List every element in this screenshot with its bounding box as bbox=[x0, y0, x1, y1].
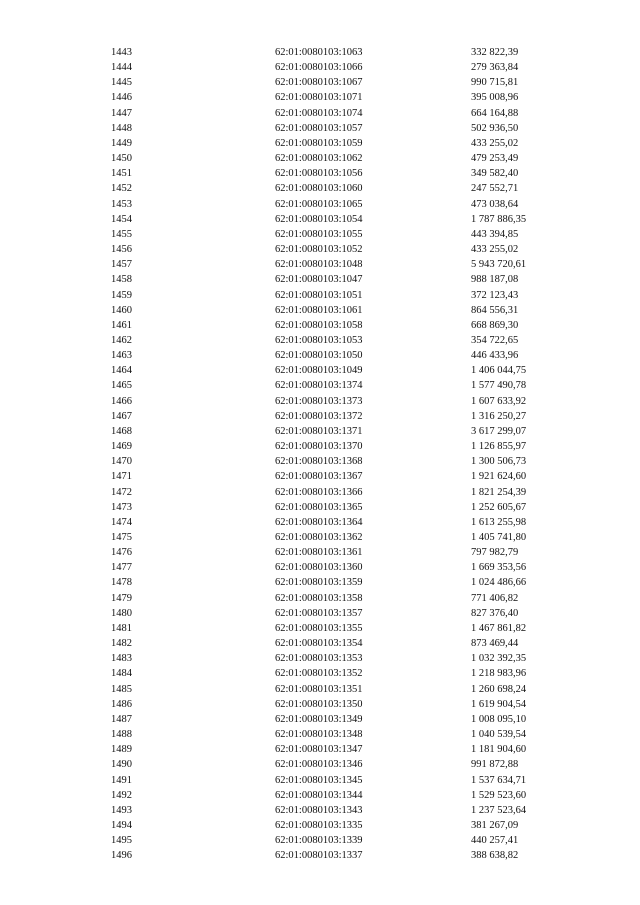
table-row bbox=[111, 697, 591, 712]
table-row bbox=[111, 106, 591, 121]
table-row bbox=[111, 288, 591, 303]
row-number: 1455 bbox=[111, 228, 132, 240]
row-number: 1453 bbox=[111, 198, 132, 210]
cadastral-number: 62:01:0080103:1370 bbox=[275, 441, 363, 453]
row-number: 1473 bbox=[111, 501, 132, 513]
cadastral-number: 62:01:0080103:1057 bbox=[275, 122, 363, 134]
cadastral-value: 349 582,40 bbox=[471, 168, 519, 180]
cadastral-value: 1 577 490,78 bbox=[471, 380, 527, 392]
row-number: 1488 bbox=[111, 729, 132, 741]
cadastral-value: 1 613 255,98 bbox=[471, 516, 527, 528]
cadastral-value: 1 218 983,96 bbox=[471, 668, 527, 680]
row-number: 1452 bbox=[111, 183, 132, 195]
cadastral-value: 433 255,02 bbox=[471, 244, 519, 256]
row-number: 1487 bbox=[111, 713, 132, 725]
table-row bbox=[111, 454, 591, 469]
cadastral-number: 62:01:0080103:1054 bbox=[275, 213, 363, 225]
row-number: 1456 bbox=[111, 244, 132, 256]
table-row bbox=[111, 318, 591, 333]
cadastral-value: 990 715,81 bbox=[471, 77, 519, 89]
table-row bbox=[111, 424, 591, 439]
cadastral-number: 62:01:0080103:1049 bbox=[275, 365, 363, 377]
cadastral-value: 1 032 392,35 bbox=[471, 653, 527, 665]
cadastral-number: 62:01:0080103:1361 bbox=[275, 547, 363, 559]
cadastral-number: 62:01:0080103:1071 bbox=[275, 92, 363, 104]
cadastral-number: 62:01:0080103:1355 bbox=[275, 622, 363, 634]
cadastral-number: 62:01:0080103:1351 bbox=[275, 683, 363, 695]
cadastral-value: 1 260 698,24 bbox=[471, 683, 527, 695]
cadastral-number: 62:01:0080103:1358 bbox=[275, 592, 363, 604]
table-row bbox=[111, 394, 591, 409]
cadastral-number: 62:01:0080103:1372 bbox=[275, 410, 363, 422]
cadastral-value: 279 363,84 bbox=[471, 62, 519, 74]
row-number: 1479 bbox=[111, 592, 132, 604]
cadastral-number: 62:01:0080103:1360 bbox=[275, 562, 363, 574]
cadastral-value: 1 316 250,27 bbox=[471, 410, 527, 422]
row-number: 1459 bbox=[111, 289, 132, 301]
cadastral-value: 440 257,41 bbox=[471, 835, 519, 847]
cadastral-value: 473 038,64 bbox=[471, 198, 519, 210]
cadastral-number: 62:01:0080103:1352 bbox=[275, 668, 363, 680]
row-number: 1462 bbox=[111, 334, 132, 346]
table-row bbox=[111, 727, 591, 742]
table-row bbox=[111, 151, 591, 166]
cadastral-value: 1 467 861,82 bbox=[471, 622, 527, 634]
cadastral-number: 62:01:0080103:1348 bbox=[275, 729, 363, 741]
row-number: 1460 bbox=[111, 304, 132, 316]
cadastral-value: 388 638,82 bbox=[471, 850, 519, 862]
row-number: 1484 bbox=[111, 668, 132, 680]
cadastral-number: 62:01:0080103:1047 bbox=[275, 274, 363, 286]
table-row bbox=[111, 181, 591, 196]
table-row bbox=[111, 757, 591, 772]
table-row bbox=[111, 212, 591, 227]
cadastral-number: 62:01:0080103:1371 bbox=[275, 425, 363, 437]
row-number: 1476 bbox=[111, 547, 132, 559]
table-row bbox=[111, 788, 591, 803]
cadastral-number: 62:01:0080103:1062 bbox=[275, 153, 363, 165]
cadastral-number: 62:01:0080103:1052 bbox=[275, 244, 363, 256]
cadastral-value: 873 469,44 bbox=[471, 638, 519, 650]
cadastral-value: 1 252 605,67 bbox=[471, 501, 527, 513]
table-row bbox=[111, 242, 591, 257]
row-number: 1450 bbox=[111, 153, 132, 165]
row-number: 1481 bbox=[111, 622, 132, 634]
cadastral-number: 62:01:0080103:1050 bbox=[275, 350, 363, 362]
table-row bbox=[111, 803, 591, 818]
table-row bbox=[111, 515, 591, 530]
cadastral-number: 62:01:0080103:1373 bbox=[275, 395, 363, 407]
row-number: 1447 bbox=[111, 107, 132, 119]
table-row bbox=[111, 636, 591, 651]
cadastral-number: 62:01:0080103:1364 bbox=[275, 516, 363, 528]
cadastral-value: 3 617 299,07 bbox=[471, 425, 527, 437]
cadastral-value: 1 405 741,80 bbox=[471, 532, 527, 543]
row-number: 1489 bbox=[111, 744, 132, 756]
table-row bbox=[111, 60, 591, 75]
cadastral-value: 332 822,39 bbox=[471, 47, 519, 58]
cadastral-value: 864 556,31 bbox=[471, 304, 519, 316]
row-number: 1468 bbox=[111, 425, 132, 437]
row-number: 1496 bbox=[111, 850, 132, 862]
row-number: 1467 bbox=[111, 410, 132, 422]
cadastral-number: 62:01:0080103:1350 bbox=[275, 698, 363, 710]
cadastral-value: 827 376,40 bbox=[471, 607, 519, 619]
cadastral-number: 62:01:0080103:1065 bbox=[275, 198, 363, 210]
row-number: 1471 bbox=[111, 471, 132, 483]
table-row bbox=[111, 257, 591, 272]
cadastral-number: 62:01:0080103:1055 bbox=[275, 228, 363, 240]
row-number: 1449 bbox=[111, 137, 132, 149]
cadastral-value: 1 237 523,64 bbox=[471, 804, 527, 816]
cadastral-value: 354 722,65 bbox=[471, 334, 519, 346]
cadastral-number: 62:01:0080103:1053 bbox=[275, 334, 363, 346]
row-number: 1446 bbox=[111, 92, 132, 104]
table-row bbox=[111, 136, 591, 151]
row-number: 1493 bbox=[111, 804, 132, 816]
cadastral-number: 62:01:0080103:1343 bbox=[275, 804, 363, 816]
table-row bbox=[111, 682, 591, 697]
row-number: 1490 bbox=[111, 759, 132, 771]
cadastral-number: 62:01:0080103:1349 bbox=[275, 713, 363, 725]
cadastral-value: 381 267,09 bbox=[471, 819, 519, 831]
cadastral-number: 62:01:0080103:1339 bbox=[275, 835, 363, 847]
table-row bbox=[111, 848, 591, 863]
row-number: 1464 bbox=[111, 365, 132, 377]
table-row bbox=[111, 75, 591, 90]
row-number: 1458 bbox=[111, 274, 132, 286]
table-row bbox=[111, 742, 591, 757]
row-number: 1472 bbox=[111, 486, 132, 498]
cadastral-number: 62:01:0080103:1335 bbox=[275, 819, 363, 831]
cadastral-number: 62:01:0080103:1048 bbox=[275, 259, 363, 271]
table-row bbox=[111, 348, 591, 363]
table-row bbox=[111, 500, 591, 515]
cadastral-value: 1 406 044,75 bbox=[471, 365, 527, 377]
cadastral-value: 1 126 855,97 bbox=[471, 441, 527, 453]
cadastral-value: 1 821 254,39 bbox=[471, 486, 527, 498]
row-number: 1478 bbox=[111, 577, 132, 589]
table-row bbox=[111, 363, 591, 378]
cadastral-value: 479 253,49 bbox=[471, 153, 519, 165]
table-row bbox=[111, 121, 591, 136]
cadastral-value: 443 394,85 bbox=[471, 228, 519, 240]
table-row bbox=[111, 469, 591, 484]
row-number: 1474 bbox=[111, 516, 132, 528]
cadastral-value: 664 164,88 bbox=[471, 107, 519, 119]
row-number: 1451 bbox=[111, 168, 132, 180]
cadastral-value: 1 669 353,56 bbox=[471, 562, 527, 574]
table-row bbox=[111, 712, 591, 727]
row-number: 1469 bbox=[111, 441, 132, 453]
cadastral-value: 1 181 904,60 bbox=[471, 744, 527, 756]
row-number: 1463 bbox=[111, 350, 132, 362]
cadastral-value: 1 024 486,66 bbox=[471, 577, 527, 589]
cadastral-number: 62:01:0080103:1353 bbox=[275, 653, 363, 665]
row-number: 1486 bbox=[111, 698, 132, 710]
row-number: 1483 bbox=[111, 653, 132, 665]
cadastral-value: 1 537 634,71 bbox=[471, 774, 527, 786]
table-row bbox=[111, 666, 591, 681]
table-row bbox=[111, 90, 591, 105]
table-row bbox=[111, 575, 591, 590]
table-row bbox=[111, 333, 591, 348]
row-number: 1494 bbox=[111, 819, 132, 831]
row-number: 1495 bbox=[111, 835, 132, 847]
cadastral-number: 62:01:0080103:1347 bbox=[275, 744, 363, 756]
cadastral-value: 502 936,50 bbox=[471, 122, 519, 134]
cadastral-number: 62:01:0080103:1058 bbox=[275, 319, 363, 331]
cadastral-value-table bbox=[111, 45, 591, 863]
row-number: 1461 bbox=[111, 319, 132, 331]
cadastral-number: 62:01:0080103:1359 bbox=[275, 577, 363, 589]
cadastral-number: 62:01:0080103:1345 bbox=[275, 774, 363, 786]
cadastral-value: 797 982,79 bbox=[471, 547, 519, 559]
table-row bbox=[111, 272, 591, 287]
cadastral-number: 62:01:0080103:1367 bbox=[275, 471, 363, 483]
cadastral-value: 1 300 506,73 bbox=[471, 456, 527, 468]
cadastral-value: 1 787 886,35 bbox=[471, 213, 527, 225]
table-row bbox=[111, 166, 591, 181]
table-row bbox=[111, 651, 591, 666]
cadastral-value: 1 921 624,60 bbox=[471, 471, 527, 483]
cadastral-value: 395 008,96 bbox=[471, 92, 519, 104]
row-number: 1470 bbox=[111, 456, 132, 468]
table-row bbox=[111, 621, 591, 636]
cadastral-value: 1 619 904,54 bbox=[471, 698, 527, 710]
table-row bbox=[111, 773, 591, 788]
cadastral-number: 62:01:0080103:1346 bbox=[275, 759, 363, 771]
cadastral-value: 433 255,02 bbox=[471, 137, 519, 149]
table-row bbox=[111, 545, 591, 560]
table-row bbox=[111, 818, 591, 833]
cadastral-number: 62:01:0080103:1061 bbox=[275, 304, 363, 316]
table-row bbox=[111, 439, 591, 454]
cadastral-value: 988 187,08 bbox=[471, 274, 519, 286]
cadastral-number: 62:01:0080103:1366 bbox=[275, 486, 363, 498]
cadastral-value: 668 869,30 bbox=[471, 319, 519, 331]
row-number: 1480 bbox=[111, 607, 132, 619]
cadastral-number: 62:01:0080103:1354 bbox=[275, 638, 363, 650]
cadastral-value: 1 040 539,54 bbox=[471, 729, 527, 741]
cadastral-value: 991 872,88 bbox=[471, 759, 519, 771]
table-row bbox=[111, 409, 591, 424]
cadastral-number: 62:01:0080103:1362 bbox=[275, 532, 363, 543]
cadastral-number: 62:01:0080103:1059 bbox=[275, 137, 363, 149]
table-row bbox=[111, 560, 591, 575]
table-row bbox=[111, 227, 591, 242]
cadastral-number: 62:01:0080103:1365 bbox=[275, 501, 363, 513]
cadastral-number: 62:01:0080103:1060 bbox=[275, 183, 363, 195]
table-row bbox=[111, 45, 591, 60]
table-row bbox=[111, 485, 591, 500]
table-row bbox=[111, 303, 591, 318]
cadastral-number: 62:01:0080103:1357 bbox=[275, 607, 363, 619]
row-number: 1444 bbox=[111, 62, 132, 74]
row-number: 1445 bbox=[111, 77, 132, 89]
row-number: 1492 bbox=[111, 789, 132, 801]
cadastral-number: 62:01:0080103:1374 bbox=[275, 380, 363, 392]
row-number: 1491 bbox=[111, 774, 132, 786]
row-number: 1475 bbox=[111, 532, 132, 543]
row-number: 1457 bbox=[111, 259, 132, 271]
table-row bbox=[111, 833, 591, 848]
table-row bbox=[111, 591, 591, 606]
table-row bbox=[111, 197, 591, 212]
table-row bbox=[111, 378, 591, 393]
row-number: 1448 bbox=[111, 122, 132, 134]
cadastral-value: 5 943 720,61 bbox=[471, 259, 527, 271]
cadastral-number: 62:01:0080103:1074 bbox=[275, 107, 363, 119]
row-number: 1443 bbox=[111, 47, 132, 58]
row-number: 1482 bbox=[111, 638, 132, 650]
cadastral-number: 62:01:0080103:1063 bbox=[275, 47, 363, 58]
cadastral-value: 1 607 633,92 bbox=[471, 395, 527, 407]
cadastral-number: 62:01:0080103:1344 bbox=[275, 789, 363, 801]
cadastral-number: 62:01:0080103:1066 bbox=[275, 62, 363, 74]
row-number: 1485 bbox=[111, 683, 132, 695]
cadastral-number: 62:01:0080103:1337 bbox=[275, 850, 363, 862]
cadastral-value: 446 433,96 bbox=[471, 350, 519, 362]
cadastral-number: 62:01:0080103:1056 bbox=[275, 168, 363, 180]
cadastral-number: 62:01:0080103:1051 bbox=[275, 289, 363, 301]
row-number: 1466 bbox=[111, 395, 132, 407]
table-row bbox=[111, 606, 591, 621]
row-number: 1465 bbox=[111, 380, 132, 392]
cadastral-value: 372 123,43 bbox=[471, 289, 519, 301]
cadastral-value: 247 552,71 bbox=[471, 183, 519, 195]
cadastral-number: 62:01:0080103:1368 bbox=[275, 456, 363, 468]
cadastral-value: 771 406,82 bbox=[471, 592, 519, 604]
cadastral-value: 1 529 523,60 bbox=[471, 789, 527, 801]
cadastral-number: 62:01:0080103:1067 bbox=[275, 77, 363, 89]
cadastral-value: 1 008 095,10 bbox=[471, 713, 527, 725]
table-row bbox=[111, 530, 591, 545]
row-number: 1477 bbox=[111, 562, 132, 574]
row-number: 1454 bbox=[111, 213, 132, 225]
